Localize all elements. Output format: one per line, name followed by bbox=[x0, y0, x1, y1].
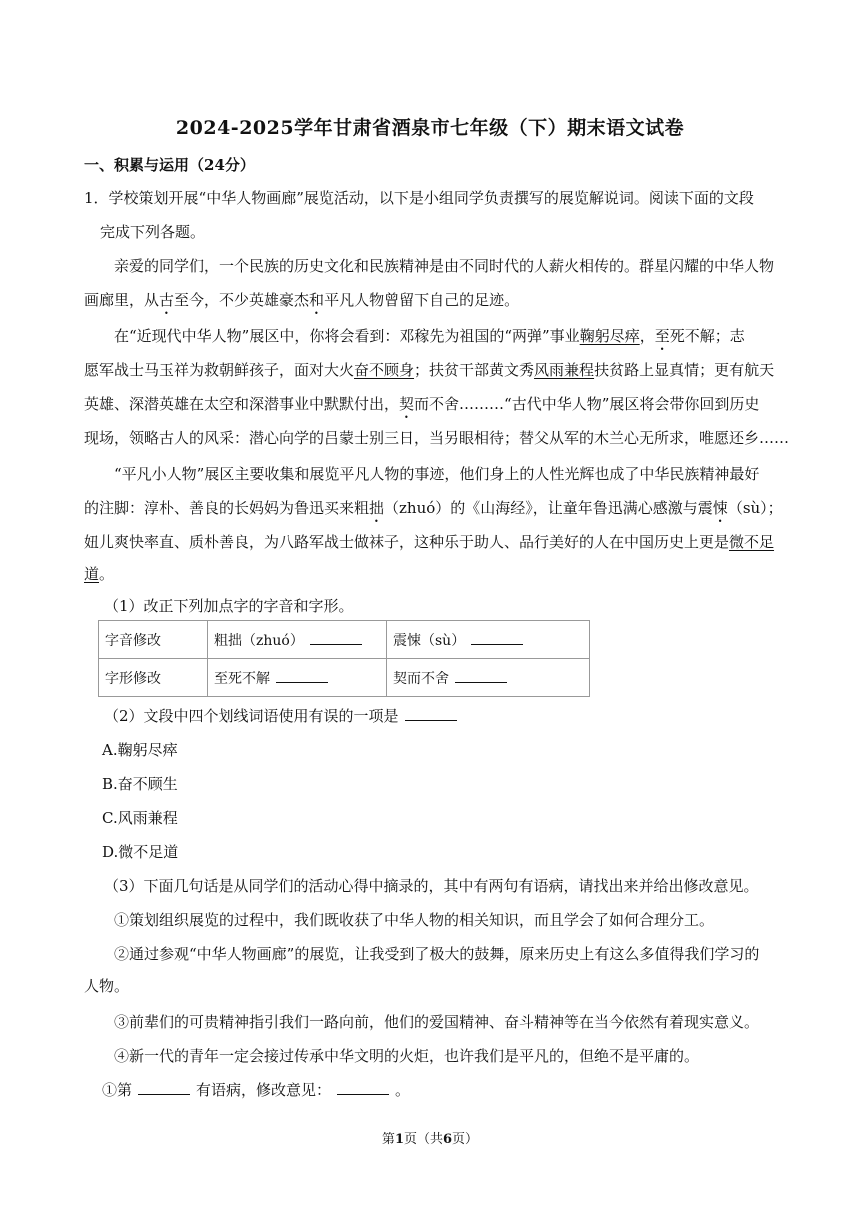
option-a: A.鞠躬尽瘁 bbox=[102, 741, 178, 759]
passage-paragraph-3-cont: 妞儿爽快率直、质朴善良，为八路军战士做袜子，这种乐于助人、品行美好的人在中国历史上更是微不足 bbox=[84, 533, 775, 551]
table-cell: 粗拙（zhuó） bbox=[208, 621, 387, 659]
dotted-char: 悚 bbox=[712, 499, 728, 517]
underlined-phrase: 道 bbox=[84, 565, 100, 583]
passage-paragraph-1: 亲爱的同学们，一个民族的历史文化和民族精神是由不同时代的人薪火相传的。群星闪耀的中华人物 bbox=[114, 257, 775, 275]
answer-blank[interactable] bbox=[310, 630, 362, 645]
table-cell: 字形修改 bbox=[99, 659, 208, 697]
sentence-1: ①策划组织展览的过程中，我们既收获了中华人物的相关知识，而且学会了如何合理分工。 bbox=[114, 911, 715, 929]
dotted-char: 古 bbox=[159, 291, 175, 309]
passage-paragraph-2-cont: 英雄、深潜英雄在太空和深潜事业中默默付出，契而不舍………“古代中华人物”展区将会带你回到历史 bbox=[84, 395, 760, 413]
passage-paragraph-3-cont: 的注脚：淳朴、善良的长妈妈为鲁迅买来粗拙（zhuó）的《山海经》，让童年鲁迅满心感激与震悚（sù）； bbox=[84, 499, 783, 517]
option-b: B.奋不顾生 bbox=[102, 775, 178, 793]
dotted-char: 契 bbox=[399, 395, 415, 413]
answer-blank[interactable] bbox=[405, 706, 457, 721]
correction-table bbox=[98, 620, 590, 697]
page-footer: 第1页（共6页） bbox=[381, 1132, 479, 1147]
underlined-phrase: 微不足 bbox=[729, 533, 775, 551]
question-1-stem: 1．学校策划开展“中华人物画廊”展览活动，以下是小组同学负责撰写的展览解说词。阅读下面的文段 bbox=[84, 189, 754, 207]
answer-blank[interactable] bbox=[138, 1080, 190, 1095]
sub-question-1: （1）改正下列加点字的字音和字形。 bbox=[104, 597, 354, 615]
sentence-3: ③前辈们的可贵精神指引我们一路向前，他们的爱国精神、奋斗精神等在当今依然有着现实意义。 bbox=[114, 1013, 760, 1031]
sentence-2-cont: 人物。 bbox=[84, 977, 130, 995]
table-cell: 字音修改 bbox=[99, 621, 208, 659]
table-row bbox=[99, 621, 590, 659]
answer-blank[interactable] bbox=[455, 668, 507, 683]
sentence-4: ④新一代的青年一定会接过传承中华文明的火炬，也许我们是平凡的，但绝不是平庸的。 bbox=[114, 1047, 700, 1065]
table-cell: 契而不舍 bbox=[387, 659, 590, 697]
question-1-stem-cont: 完成下列各题。 bbox=[100, 223, 206, 241]
sub-question-3: （3）下面几句话是从同学们的活动心得中摘录的，其中有两句有语病，请找出来并给出修改意见。 bbox=[104, 877, 759, 895]
answer-blank[interactable] bbox=[276, 668, 328, 683]
sentence-2: ②通过参观“中华人物画廊”的展览，让我受到了极大的鼓舞，原来历史上有这么多值得我们学习的 bbox=[114, 945, 760, 963]
table-cell: 震悚（sù） bbox=[387, 621, 590, 659]
passage-paragraph-1-cont: 画廊里，从古至今，不少英雄豪杰和平凡人物曾留下自己的足迹。 bbox=[84, 291, 520, 309]
underlined-phrase: 鞠躬尽瘁 bbox=[579, 327, 640, 345]
sub-question-2: （2）文段中四个划线词语使用有误的一项是 bbox=[104, 706, 463, 726]
dotted-char: 拙 bbox=[369, 499, 385, 517]
underlined-phrase: 风雨兼程 bbox=[534, 361, 595, 379]
passage-paragraph-3-cont: 道。 bbox=[84, 565, 115, 583]
underlined-phrase: 奋不顾身 bbox=[354, 361, 415, 379]
option-c: C.风雨兼程 bbox=[102, 809, 178, 827]
passage-paragraph-3: “平凡小人物”展区主要收集和展览平凡人物的事迹，他们身上的人性光辉也成了中华民族精神最好 bbox=[114, 465, 760, 483]
page-title: 2024-2025学年甘肃省酒泉市七年级（下）期末语文试卷 bbox=[175, 117, 685, 139]
answer-line: ①第 有语病，修改意见： 。 bbox=[102, 1081, 411, 1099]
option-d: D.微不足道 bbox=[102, 843, 179, 861]
answer-blank[interactable] bbox=[337, 1080, 389, 1095]
table-cell: 至死不解 bbox=[208, 659, 387, 697]
passage-paragraph-2-cont: 现场，领略古人的风采：潜心向学的吕蒙士别三日，当另眼相待；替父从军的木兰心无所求，唯愿还乡…… bbox=[84, 429, 790, 447]
table-row bbox=[99, 659, 590, 697]
dotted-char: 至 bbox=[654, 327, 670, 345]
section-heading: 一、积累与运用（24分） bbox=[84, 156, 255, 174]
passage-paragraph-2: 在“近现代中华人物”展区中，你将会看到：邓稼先为祖国的“两弹”事业鞠躬尽瘁，至死不解；志 bbox=[114, 327, 745, 345]
passage-paragraph-2-cont: 愿军战士马玉祥为救朝鲜孩子，面对大火奋不顾身；扶贫干部黄文秀风雨兼程扶贫路上显真情；更有航天 bbox=[84, 361, 775, 379]
dotted-char: 和 bbox=[309, 291, 325, 309]
answer-blank[interactable] bbox=[471, 630, 523, 645]
